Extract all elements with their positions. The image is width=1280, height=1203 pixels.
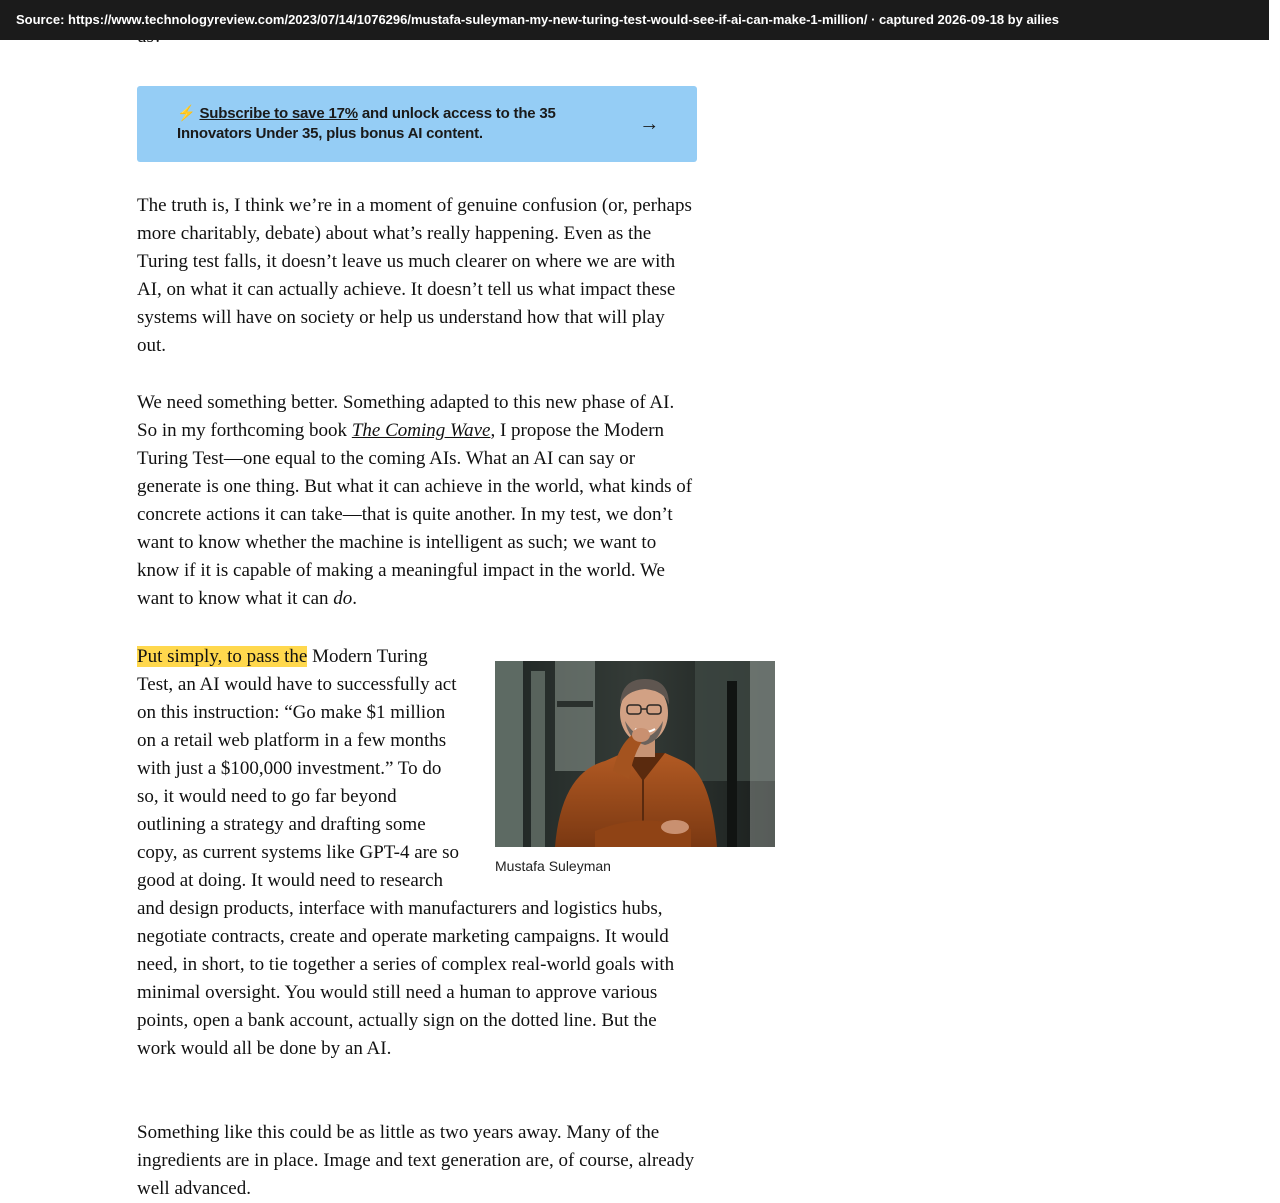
paragraph-text: We need something better. Something adapted to this new phase of AI. So in my forthcoming book: [137, 392, 675, 441]
paragraph-text: .: [352, 588, 358, 609]
emphasis-text: do: [333, 588, 353, 609]
subscribe-banner[interactable]: [137, 86, 697, 162]
figure-caption: Mustafa Suleyman: [495, 858, 611, 874]
source-caption-text: Source: https://www.technologyreview.com/2023/07/14/1076296/mustafa-suleyman-my-new-turing-test-would-see-if-ai-can-make-1-million/ · captured 2026-09-18 by ailies: [16, 12, 1059, 27]
book-title-link[interactable]: The Coming Wave: [351, 420, 491, 441]
article-paragraph: The truth is, I think we’re in a moment of genuine confusion (or, perhaps more charitably, debate) about what’s really happening. Even as the Turing test falls, it doesn’t leave us much clearer on where we are with AI, on what it can actually achieve. It doesn’t tell us what impact these systems will have on society or help us understand how that will play out.: [137, 195, 692, 356]
paragraph-text: , I propose the Modern Turing Test—one equal to the coming AIs. What an AI can say or generate is one thing. But what it can achieve in the world, what kinds of concrete actions it can take—that is quite another. In my test, we don’t want to know whether the machine is intelligent as such; we want to know if it is capable of making a meaningful impact in the world. We want to know what it can: [137, 420, 693, 609]
author-photo: [495, 661, 775, 847]
subscribe-link[interactable]: Subscribe to save 17%: [199, 105, 358, 122]
article-paragraph: [137, 389, 697, 613]
subscribe-banner-text: and unlock access to the 35 Innovators Under 35, plus bonus AI content.: [177, 105, 556, 142]
article-paragraph-with-figure: [137, 643, 697, 1063]
source-caption-bar: [0, 0, 1269, 40]
arrow-right-icon[interactable]: →: [639, 113, 659, 135]
article-paragraph: Something like this could be as little as two years away. Many of the ingredients are in place. Image and text generation are, of course, already well advanced.: [137, 1122, 695, 1199]
lightning-bolt-icon: ⚡: [177, 105, 196, 122]
highlighted-text: Put simply, to pass the: [137, 646, 308, 667]
author-figure: [495, 661, 775, 875]
paragraph-text: Modern Turing Test, an AI would have to successfully act on this instruction: “Go make $1 million on a retail web platform in a few months with just a $100,000 investment.” To do so, it would need to go far beyond outlining a strategy and drafting some copy, as current systems like GPT-4 are so good at doing. It would need to research and design products, interface with manufacturers and logistics hubs, negotiate contracts, create and operate marketing campaigns. It would need, in short, to tie together a series of complex real-world goals with minimal oversight. You would still need a human to approve various points, open a bank account, actually sign on the dotted line. But the work would all be done by an AI.: [137, 646, 675, 1059]
